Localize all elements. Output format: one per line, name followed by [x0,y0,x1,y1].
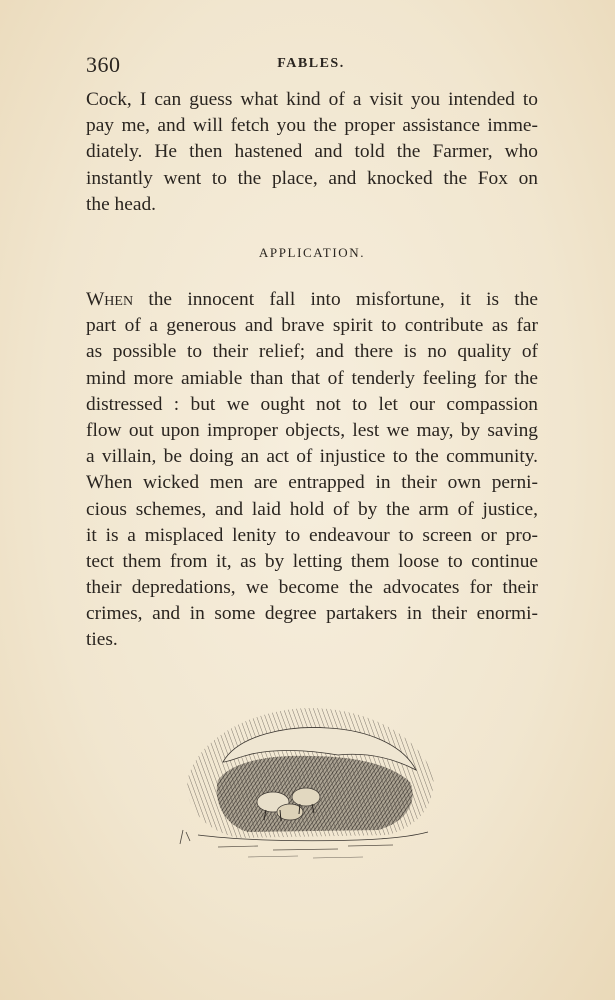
woodcut-cave-vignette-icon [178,700,440,870]
fable-ending-paragraph [86,87,538,218]
text-line: distressed : but we ought not to let our compassion [86,393,538,415]
text-line: When wicked men are entrapped in their own perni- [86,472,538,494]
text-line: as possible to their relief; and there is no quality of [86,341,538,363]
text-line: ties. [86,629,118,651]
application-paragraph [86,287,538,654]
text-line: their depredations, we become the advocates for their [86,577,538,599]
application-heading: APPLICATION. [258,245,366,260]
lead-word: When [86,289,134,310]
text-line: mind more amiable than that of tenderly feeling for the [86,367,538,389]
text-line: pay me, and will fetch you the proper assistance imme- [86,115,538,137]
text-line: flow out upon improper objects, lest we may, by saving [86,419,538,441]
page-header [86,52,536,82]
text-line: Cock, I can guess what kind of a visit you intended to [86,89,538,110]
text-line: a villain, be doing an act of injustice to the community. [86,446,538,468]
text-line-first [86,287,538,313]
text-line: crimes, and in some degree partakers in their enormi- [86,603,538,625]
text-line: diately. He then hastened and told the Farmer, who [86,141,538,163]
running-head: FABLES. [277,56,345,71]
text-line: it is a misplaced lenity to endeavour to screen or pro- [86,524,538,546]
text-line: tect them from it, as by letting them loose to continue [86,550,538,572]
text-line: the head. [86,193,156,215]
text-line: part of a generous and brave spirit to contribute as far [86,315,538,337]
page-number: 360 [86,52,121,77]
text-line: cious schemes, and laid hold of by the arm of justice, [86,498,538,520]
first-line-rest: the innocent fall into misfortune, it is the [133,289,538,310]
text-line: instantly went to the place, and knocked the Fox on [86,167,538,189]
